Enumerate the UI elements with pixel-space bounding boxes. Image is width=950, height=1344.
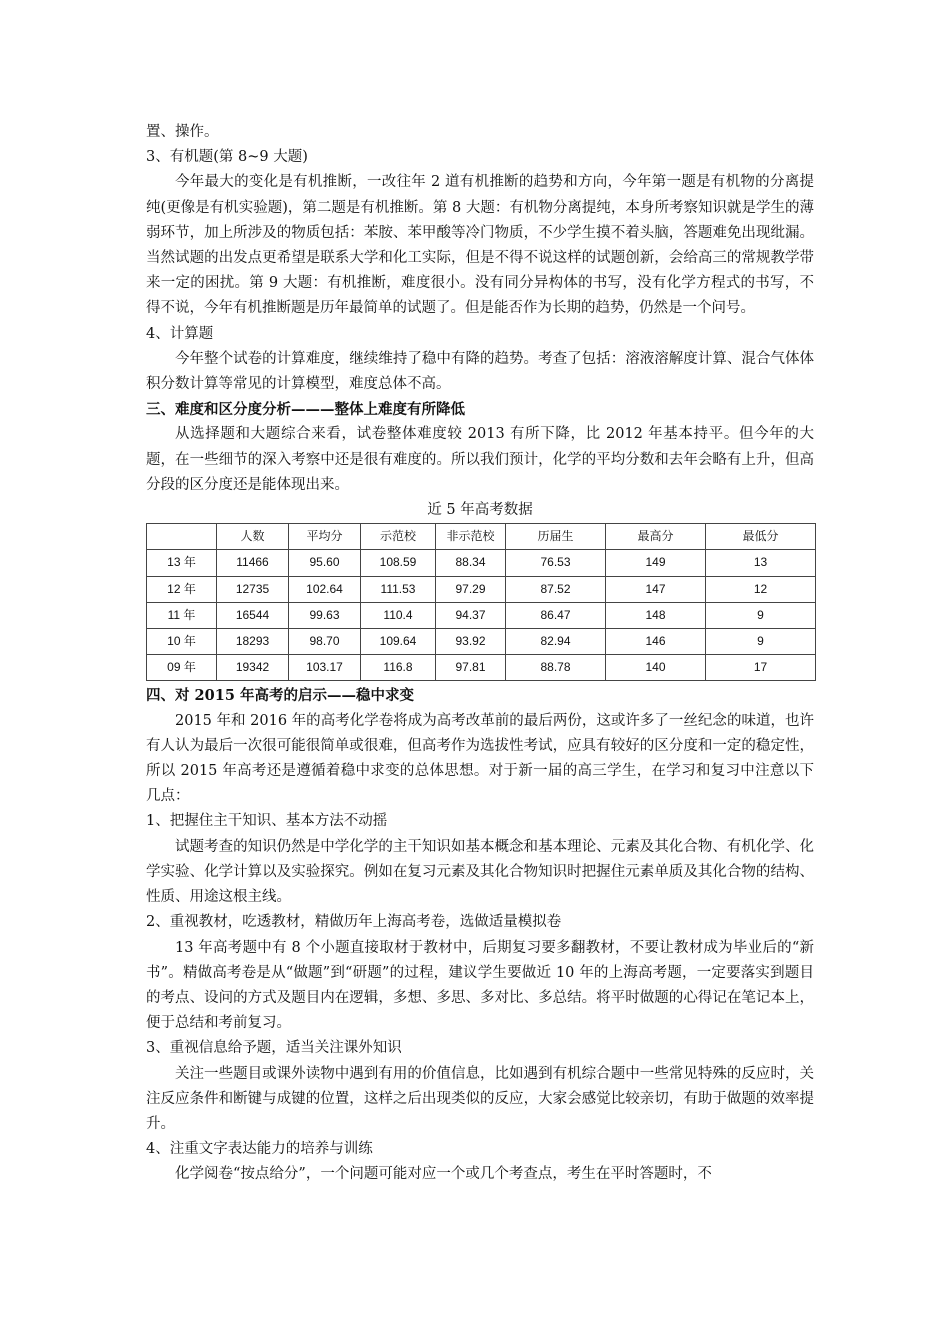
paragraph: 今年最大的变化是有机推断，一改往年 2 道有机推断的趋势和方向，今年第一题是有机物的分离提纯(更像是有机实验题)，第二题是有机推断。第 8 大题：有机物分离提纯，本身所考察知识就是学生的薄弱环节，加上所涉及的物质包括：苯胺、苯甲酸等冷门物质，不少学生摸不着头脑，答题难免出现纰漏。当然试题的出发点更希望是联系大学和化工实际，但是不得不说这样的试题创新，会给高三的常规教学带来一定的困扰。第 9 大题：有机推断，难度很小。没有同分异构体的书写，没有化学方程式的书写，不得不说，今年有机推断题是历年最简单的试题了。但是能否作为长期的趋势，仍然是一个问号。 — [146, 174, 814, 317]
table-cell: 97.81 — [436, 655, 506, 681]
table-cell: 10 年 — [147, 629, 217, 655]
table-cell: 95.60 — [289, 550, 361, 576]
table-cell: 147 — [606, 576, 706, 602]
table-header-cell: 最低分 — [706, 524, 816, 550]
table-caption: 近 5 年高考数据 — [427, 502, 533, 519]
table-cell: 93.92 — [436, 629, 506, 655]
paragraph: 试题考查的知识仍然是中学化学的主干知识如基本概念和基本理论、元素及其化合物、有机化学、化学实验、化学计算以及实验探究。例如在复习元素及其化合物知识时把握住元素单质及其化合物的结构、性质、用途这根主线。 — [146, 838, 814, 906]
table-header-cell: 历届生 — [506, 524, 606, 550]
table-cell: 148 — [606, 602, 706, 628]
table-cell: 88.34 — [436, 550, 506, 576]
table-cell: 98.70 — [289, 629, 361, 655]
table-cell: 11 年 — [147, 602, 217, 628]
table-cell: 09 年 — [147, 655, 217, 681]
section-heading: 1、把握住主干知识、基本方法不动摇 — [146, 813, 388, 830]
table-header-cell: 平均分 — [289, 524, 361, 550]
table-cell: 88.78 — [506, 655, 606, 681]
table-cell: 12 — [706, 576, 816, 602]
table-cell: 76.53 — [506, 550, 606, 576]
paragraph: 化学阅卷“按点给分”，一个问题可能对应一个或几个考查点，考生在平时答题时，不 — [175, 1166, 712, 1183]
table-cell: 87.52 — [506, 576, 606, 602]
document-page — [146, 120, 814, 1188]
table-cell: 116.8 — [361, 655, 436, 681]
table-cell: 9 — [706, 602, 816, 628]
table-cell: 13 — [706, 550, 816, 576]
table-cell: 99.63 — [289, 602, 361, 628]
section-heading: 4、计算题 — [146, 325, 214, 342]
table-cell: 103.17 — [289, 655, 361, 681]
section-heading: 2、重视教材，吃透教材，精做历年上海高考卷，选做适量模拟卷 — [146, 914, 562, 931]
table-header-cell: 非示范校 — [436, 524, 506, 550]
table-cell: 108.59 — [361, 550, 436, 576]
section-heading: 3、有机题(第 8~9 大题) — [146, 149, 308, 166]
section-title: 三、难度和区分度分析———整体上难度有所降低 — [146, 401, 465, 419]
section-heading: 4、注重文字表达能力的培养与训练 — [146, 1141, 373, 1158]
paragraph: 置、操作。 — [146, 124, 219, 140]
table-cell: 109.64 — [361, 629, 436, 655]
table-cell: 111.53 — [361, 576, 436, 602]
table-cell: 17 — [706, 655, 816, 681]
paragraph: 2015 年和 2016 年的高考化学卷将成为高考改革前的最后两份，这或许多了一丝纪念的味道，也许有人认为最后一次很可能很简单或很难，但高考作为选拔性考试，应具有较好的区分度和一定的稳定性，所以 2015 年高考还是遵循着稳中求变的总体思想。对于新一届的高三学生，在学习和复习中注意以下几点： — [146, 712, 814, 805]
table-header-cell: 人数 — [217, 524, 289, 550]
table-cell: 102.64 — [289, 576, 361, 602]
paragraph: 从选择题和大题综合来看，试卷整体难度较 2013 有所下降，比 2012 年基本持平。但今年的大题，在一些细节的深入考察中还是很有难度的。所以我们预计，化学的平均分数和去年会略有上升，但高分段的区分度还是能体现出来。 — [146, 426, 814, 493]
table-row — [147, 576, 816, 602]
table-cell: 86.47 — [506, 602, 606, 628]
table-cell: 110.4 — [361, 602, 436, 628]
exam-data-table — [146, 523, 816, 681]
table-cell: 18293 — [217, 629, 289, 655]
table-header-row — [147, 524, 816, 550]
table-cell: 94.37 — [436, 602, 506, 628]
table-cell: 16544 — [217, 602, 289, 628]
table-row — [147, 655, 816, 681]
table-cell: 13 年 — [147, 550, 217, 576]
table-cell: 12 年 — [147, 576, 217, 602]
table-row — [147, 602, 816, 628]
table-cell: 19342 — [217, 655, 289, 681]
table-header-cell: 示范校 — [361, 524, 436, 550]
table-header-cell — [147, 524, 217, 550]
paragraph: 13 年高考题中有 8 个小题直接取材于教材中，后期复习要多翻教材，不要让教材成为毕业后的“新书”。精做高考卷是从“做题”到“研题”的过程，建议学生要做近 10 年的上海高考题，一定要落实到题目的考点、设问的方式及题目内在逻辑，多想、多思、多对比、多总结。将平时做题的心得记在笔记本上，便于总结和考前复习。 — [146, 939, 814, 1032]
table-header-cell: 最高分 — [606, 524, 706, 550]
paragraph: 关注一些题目或课外读物中遇到有用的价值信息，比如遇到有机综合题中一些常见特殊的反应时，关注反应条件和断键与成键的位置，这样之后出现类似的反应，大家会感觉比较亲切，有助于做题的效率提升。 — [146, 1065, 814, 1132]
section-heading: 3、重视信息给予题，适当关注课外知识 — [146, 1040, 402, 1057]
table-cell: 140 — [606, 655, 706, 681]
table-cell: 11466 — [217, 550, 289, 576]
section-title: 四、对 2015 年高考的启示——稳中求变 — [146, 687, 414, 705]
table-row — [147, 550, 816, 576]
table-cell: 12735 — [217, 576, 289, 602]
table-cell: 149 — [606, 550, 706, 576]
table-row — [147, 629, 816, 655]
table-cell: 97.29 — [436, 576, 506, 602]
paragraph: 今年整个试卷的计算难度，继续维持了稳中有降的趋势。考查了包括：溶液溶解度计算、混合气体体积分数计算等常见的计算模型，难度总体不高。 — [146, 350, 814, 393]
table-cell: 146 — [606, 629, 706, 655]
table-cell: 82.94 — [506, 629, 606, 655]
table-cell: 9 — [706, 629, 816, 655]
